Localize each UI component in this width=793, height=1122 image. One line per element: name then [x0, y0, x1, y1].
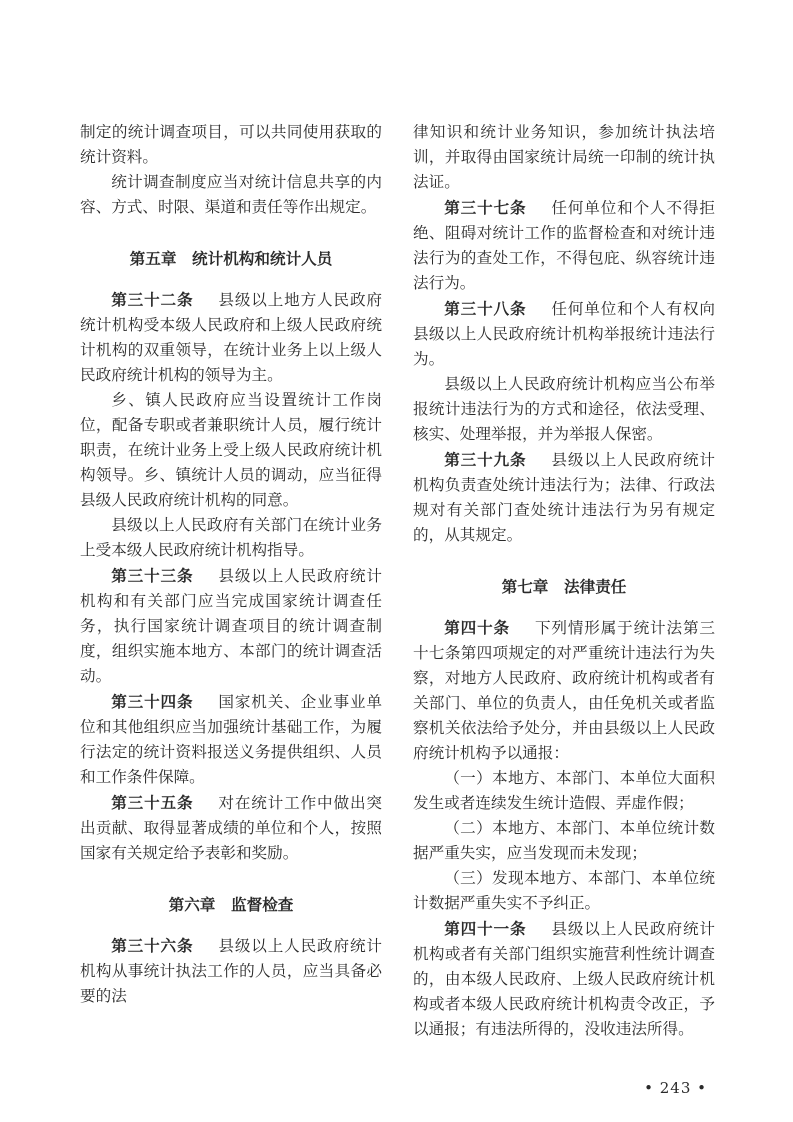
article-label: 第三十二条	[111, 290, 194, 309]
paragraph	[80, 170, 382, 220]
paragraph-text: 乡、镇人民政府应当设置统计工作岗位，配备专职或者兼职统计人员，履行统计职责，在统计业务上受上级人民政府统计机构领导。乡、镇统计人员的调动，应当征得县级人民政府统计机构的同意。	[80, 391, 382, 509]
chapter-title: 监督检查	[231, 895, 294, 914]
paragraph-text: 对在统计工作中做出突出贡献、取得显著成绩的单位和个人，按照国家有关规定给予表彰和奖励。	[80, 794, 382, 862]
paragraph-text: 县级以上人民政府统计机构应当公布举报统计违法行为的方式和途径，依法受理、核实、处理举报，并为举报人保密。	[413, 375, 715, 443]
article-paragraph	[413, 195, 715, 296]
paragraph	[80, 388, 382, 513]
paragraph	[413, 766, 715, 816]
article-label: 第四十条	[444, 618, 510, 637]
article-paragraph	[80, 287, 382, 388]
article-paragraph	[413, 296, 715, 372]
article-paragraph	[413, 447, 715, 548]
article-paragraph	[413, 916, 715, 1042]
article-paragraph	[80, 689, 382, 790]
chapter-title: 统计机构和统计人员	[192, 249, 333, 268]
article-label: 第三十六条	[111, 936, 194, 955]
paragraph	[80, 513, 382, 563]
paragraph-text: 县级以上人民政府统计机构和有关部门应当完成国家统计调查任务，执行国家统计调查项目的统计调查制度，组织实施本地方、本部门的统计调查活动。	[80, 567, 382, 685]
chapter-number: 第六章	[168, 895, 216, 914]
paragraph-text: 任何单位和个人有权向县级以上人民政府统计机构举报统计违法行为。	[413, 300, 715, 368]
paragraph-text: （三）发现本地方、本部门、本单位统计数据严重失实不予纠正。	[413, 869, 715, 912]
article-label: 第三十七条	[444, 198, 527, 217]
article-paragraph	[80, 933, 382, 1009]
paragraph-text: 统计调查制度应当对统计信息共享的内容、方式、时限、渠道和责任等作出规定。	[80, 173, 382, 216]
paragraph	[413, 120, 715, 195]
paragraph-text: 下列情形属于统计法第三十七条第四项规定的对严重统计违法行为失察，对地方人民政府、政府统计机构或者有关部门、单位的负责人，由任免机关或者监察机关依法给予处分，并由县级以上人民政府统计机构予以通报：	[413, 619, 715, 762]
chapter-heading	[80, 246, 382, 271]
paragraph	[80, 120, 382, 170]
left-column	[80, 120, 382, 1009]
paragraph-text: 县级以上地方人民政府统计机构受本级人民政府和上级人民政府统计机构的双重领导，在统计业务上以上级人民政府统计机构的领导为主。	[80, 291, 382, 384]
paragraph	[413, 372, 715, 447]
article-label: 第四十一条	[444, 919, 527, 938]
article-paragraph	[80, 790, 382, 866]
article-label: 第三十八条	[444, 299, 527, 318]
paragraph-text: 制定的统计调查项目，可以共同使用获取的统计资料。	[80, 123, 382, 166]
article-paragraph	[413, 615, 715, 766]
chapter-number: 第七章	[501, 577, 549, 596]
paragraph-text: 县级以上人民政府统计机构负责查处统计违法行为；法律、行政法规对有关部门查处统计违法行为另有规定的，从其规定。	[413, 451, 715, 544]
paragraph-text: 任何单位和个人不得拒绝、阻碍对统计工作的监督检查和对统计违法行为的查处工作，不得包庇、纵容统计违法行为。	[413, 199, 715, 292]
article-label: 第三十三条	[111, 566, 194, 585]
chapter-title: 法律责任	[564, 577, 627, 596]
paragraph-text: 律知识和统计业务知识，参加统计执法培训，并取得由国家统计局统一印制的统计执法证。	[413, 123, 715, 191]
article-paragraph	[80, 563, 382, 689]
right-column	[413, 120, 715, 1098]
paragraph-text: （一）本地方、本部门、本单位大面积发生或者连续发生统计造假、弄虚作假；	[413, 769, 715, 812]
article-label: 第三十九条	[444, 450, 527, 469]
paragraph-text: （二）本地方、本部门、本单位统计数据严重失实，应当发现而未发现；	[413, 819, 715, 862]
paragraph-text: 县级以上人民政府统计机构或者有关部门组织实施营利性统计调查的，由本级人民政府、上级人民政府统计机构或者本级人民政府统计机构责令改正，予以通报；有违法所得的，没收违法所得。	[413, 920, 715, 1038]
article-label: 第三十五条	[111, 793, 194, 812]
chapter-heading	[80, 892, 382, 917]
paragraph-text: 县级以上人民政府有关部门在统计业务上受本级人民政府统计机构指导。	[80, 516, 382, 559]
paragraph-text: 国家机关、企业事业单位和其他组织应当加强统计基础工作，为履行法定的统计资料报送义务提供组织、人员和工作条件保障。	[80, 693, 382, 786]
paragraph	[413, 866, 715, 916]
page-number: • 243 •	[644, 1079, 707, 1097]
chapter-number: 第五章	[129, 249, 177, 268]
paragraph	[413, 816, 715, 866]
article-label: 第三十四条	[111, 692, 194, 711]
chapter-heading	[413, 574, 715, 599]
paragraph-text: 县级以上人民政府统计机构从事统计执法工作的人员，应当具备必要的法	[80, 937, 382, 1005]
